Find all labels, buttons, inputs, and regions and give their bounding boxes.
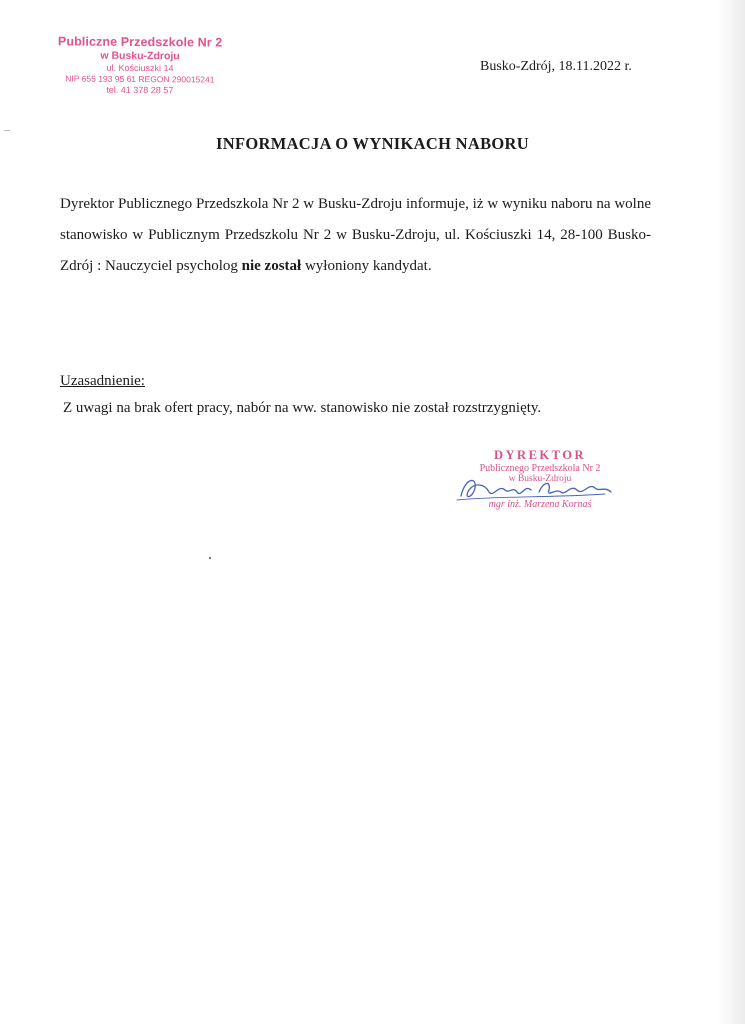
handwritten-signature — [455, 470, 615, 506]
body-text-start: Dyrektor Publicznego Przedszkola Nr 2 w Busku-Zdroju informuje, iż w wyniku naboru na wolne stanowisko w Publicznym Przedszkolu Nr 2 w Busku-Zdroju, ul. Kościuszki 14, 28-100 Busko-Zdrój : Nauczyciel psycholog — [60, 196, 651, 274]
body-text-end: wyłoniony kandydat. — [301, 258, 432, 274]
director-institution: Publicznego Przedszkola Nr 2 — [479, 463, 601, 474]
justification-label: Uzasadnienie: — [60, 373, 145, 389]
stamp-city: w Busku-Zdroju — [100, 49, 180, 63]
margin-mark — [4, 130, 10, 131]
body-bold-text: nie został — [241, 258, 302, 274]
stamp-nip-regon: NIP 655 193 95 61 REGON 290015241 — [65, 73, 215, 85]
director-city: w Busku-Zdroju — [508, 474, 572, 484]
director-title: DYREKTOR — [493, 448, 586, 462]
stamp-phone: tel. 41 378 28 57 — [106, 84, 174, 96]
document-title: INFORMACJA O WYNIKACH NABORU — [216, 134, 529, 153]
date-line: Busko-Zdrój, 18.11.2022 r. — [480, 59, 632, 74]
body-paragraph — [60, 189, 651, 282]
justification-text: Z uwagi na brak ofert pracy, nabór na ww. stanowisko nie został rozstrzygnięty. — [63, 400, 542, 416]
stamp-institution-name: Publiczne Przedszkole Nr 2 — [57, 34, 223, 50]
institution-stamp — [40, 33, 240, 96]
scan-speck — [209, 557, 211, 559]
stamp-address: ul. Kościuszki 14 — [106, 62, 174, 74]
director-name: mgr inż. Marzena Kornaś — [488, 499, 592, 510]
